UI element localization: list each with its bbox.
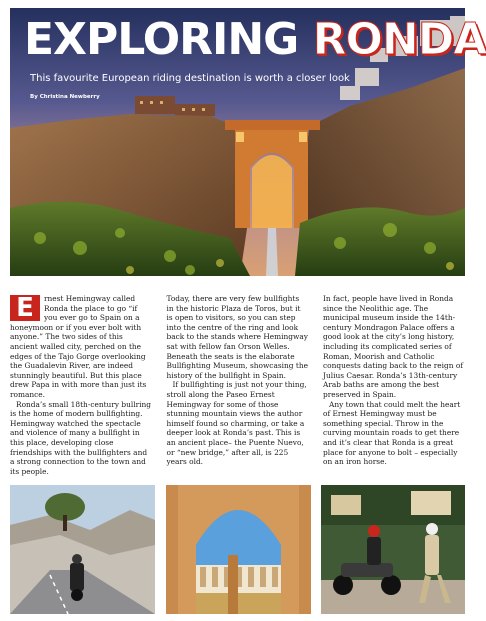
paragraph-1-text: rnest Hemingway called Ronda the place to go “if you ever go to Spain on a honeymoon or if you ever bolt with anyone.” The two sides of this ancient walled city, perched on the edges of the Tajo Gorge overlooking the Guadalevin River, are indeed stunningly beautiful. But this place drew Papa in with more than just its romance. [10,294,147,399]
photo-bullring [166,485,311,614]
drop-cap: E [10,295,40,321]
column-2 [167,294,309,474]
paragraph-3: Today, there are very few bullfights in the historic Plaza de Toros, but it is open to visitors, so you can step into the centre of the ring and look back to the stands where Hemingway sat with fellow fan Orson Welles. Beneath the seats is the elaborate Bullfighting Museum, showcasing the history of the bullfight in Spain. [166,294,308,380]
article-body [10,294,465,474]
bullring-arches-illustration [166,485,311,614]
column-3 [323,294,465,474]
paragraph-1 [10,294,152,400]
column-1 [10,294,152,474]
hero-image [10,8,486,276]
title-word-exploring: EXPLORING [24,14,299,65]
mountain-road-illustration [10,485,155,614]
photo-riders [321,485,465,614]
paragraph-2: Ronda’s small 18th-century bullring is the home of modern bullfighting. Hemingway watched the spectacle and violence of many a bullfight in this place, developing close friendships with the bullfighters and a strong connection to the town and its people. [10,399,151,476]
article-title [24,16,486,64]
riders-street-illustration [321,485,465,614]
photo-motorcycle-road [10,485,155,614]
article-byline: By Christina Newberry [30,94,100,100]
paragraph-5: In fact, people have lived in Ronda since the Neolithic age. The municipal museum inside the 14th-century Mondragon Palace offers a good look at the city’s long history, including its complicated series of Roman, Moorish and Catholic conquests dating back to the reign of Julius Caesar. Ronda’s 13th-century Arab baths are among the best preserved in Spain. [323,294,464,399]
paragraph-4: If bullfighting is just not your thing, stroll along the Paseo Ernest Hemingway for some of those stunning mountain views the author himself found so charming, or take a deeper look at Ronda’s past. This is an ancient place– the Puente Nuevo, or “new bridge,” after all, is 225 years old. [166,380,307,467]
title-word-ronda: RONDA [312,14,486,65]
article-subtitle: This favourite European riding destination is worth a closer look [30,73,350,84]
paragraph-6: Any town that could melt the heart of Ernest Hemingway must be something special. Throw in the curving mountain roads to get there and it’s clear that Ronda is a great place for anyone to bolt – especially on an iron horse. [323,399,461,467]
